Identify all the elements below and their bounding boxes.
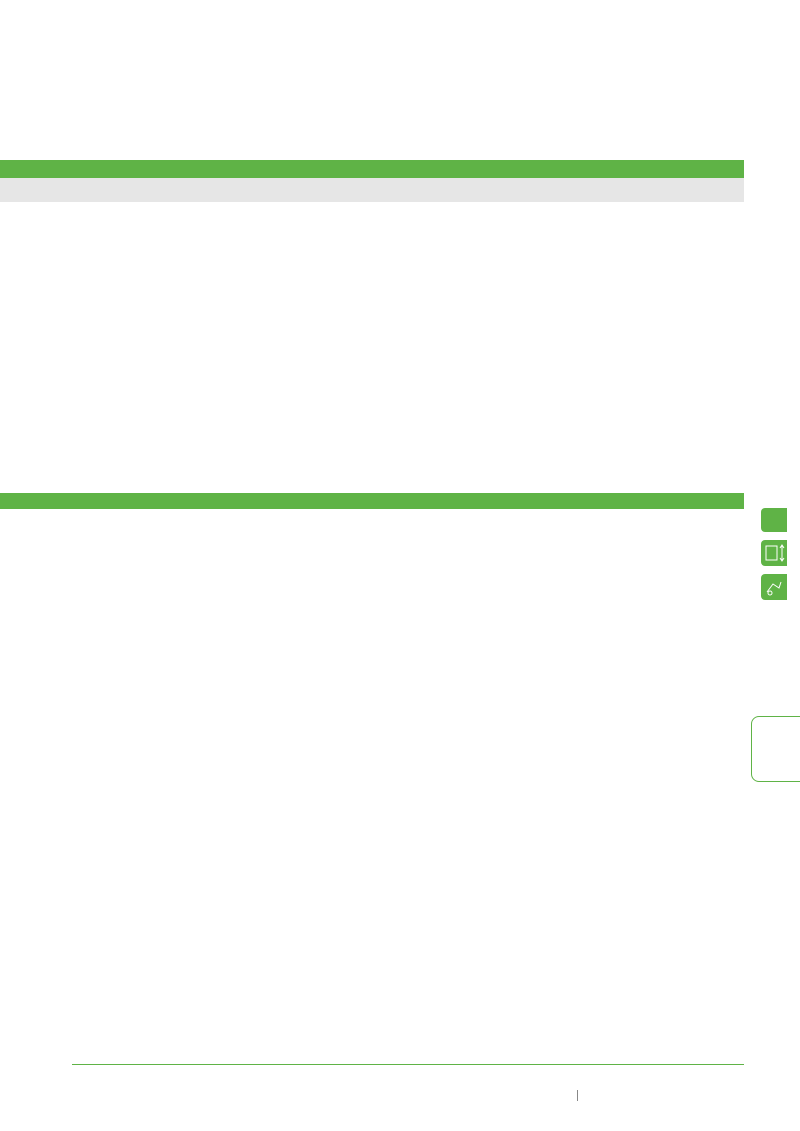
section-header-bar-2 bbox=[0, 493, 744, 509]
brand-logo bbox=[573, 1089, 582, 1101]
section-header-bar bbox=[0, 160, 744, 178]
contactors-tab[interactable] bbox=[751, 716, 800, 782]
table-header-row bbox=[0, 178, 744, 202]
scheme-icon bbox=[761, 574, 787, 600]
footer bbox=[72, 1064, 744, 1065]
dimension-icon bbox=[761, 540, 787, 566]
dimensions-tab[interactable] bbox=[761, 540, 787, 566]
schemes-tab[interactable] bbox=[761, 574, 787, 600]
ref-tab[interactable] bbox=[761, 508, 787, 532]
